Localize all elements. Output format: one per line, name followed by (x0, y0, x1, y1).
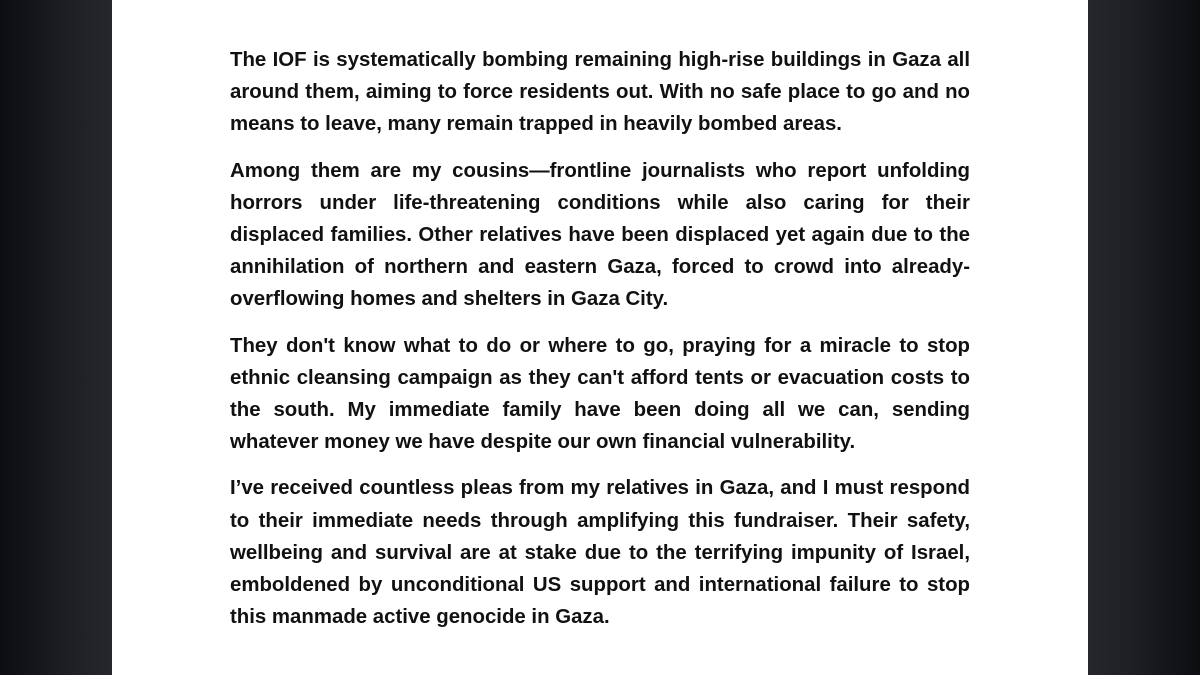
right-dark-margin (1088, 0, 1200, 675)
left-dark-margin (0, 0, 112, 675)
paragraph-3: They don't know what to do or where to go, praying for a miracle to stop ethnic cleansing campaign as they can't afford tents or evacuation costs to the south. My immediate family have been doing all we can, sending whatever money we have despite our own financial vulnerability. (230, 334, 970, 454)
paragraph-2: Among them are my cousins—frontline journalists who report unfolding horrors under life-threatening conditions while also caring for their displaced families. Other relatives have been displaced yet again due to the annihilation of northern and eastern Gaza, forced to crowd into already-overflowing homes and shelters in Gaza City. (230, 159, 970, 311)
paragraph-4: I’ve received countless pleas from my relatives in Gaza, and I must respond to their immediate needs through amplifying this fundraiser. Their safety, wellbeing and survival are at stake due to the terrifying impunity of Israel, emboldened by unconditional US support and international failure to stop this manmade active genocide in Gaza. (230, 477, 970, 629)
paragraph-1: The IOF is systematically bombing remaining high-rise buildings in Gaza all around them, aiming to force residents out. With no safe place to go and no means to leave, many remain trapped in heavily bombed areas. (230, 49, 970, 136)
document-page (112, 0, 1088, 675)
